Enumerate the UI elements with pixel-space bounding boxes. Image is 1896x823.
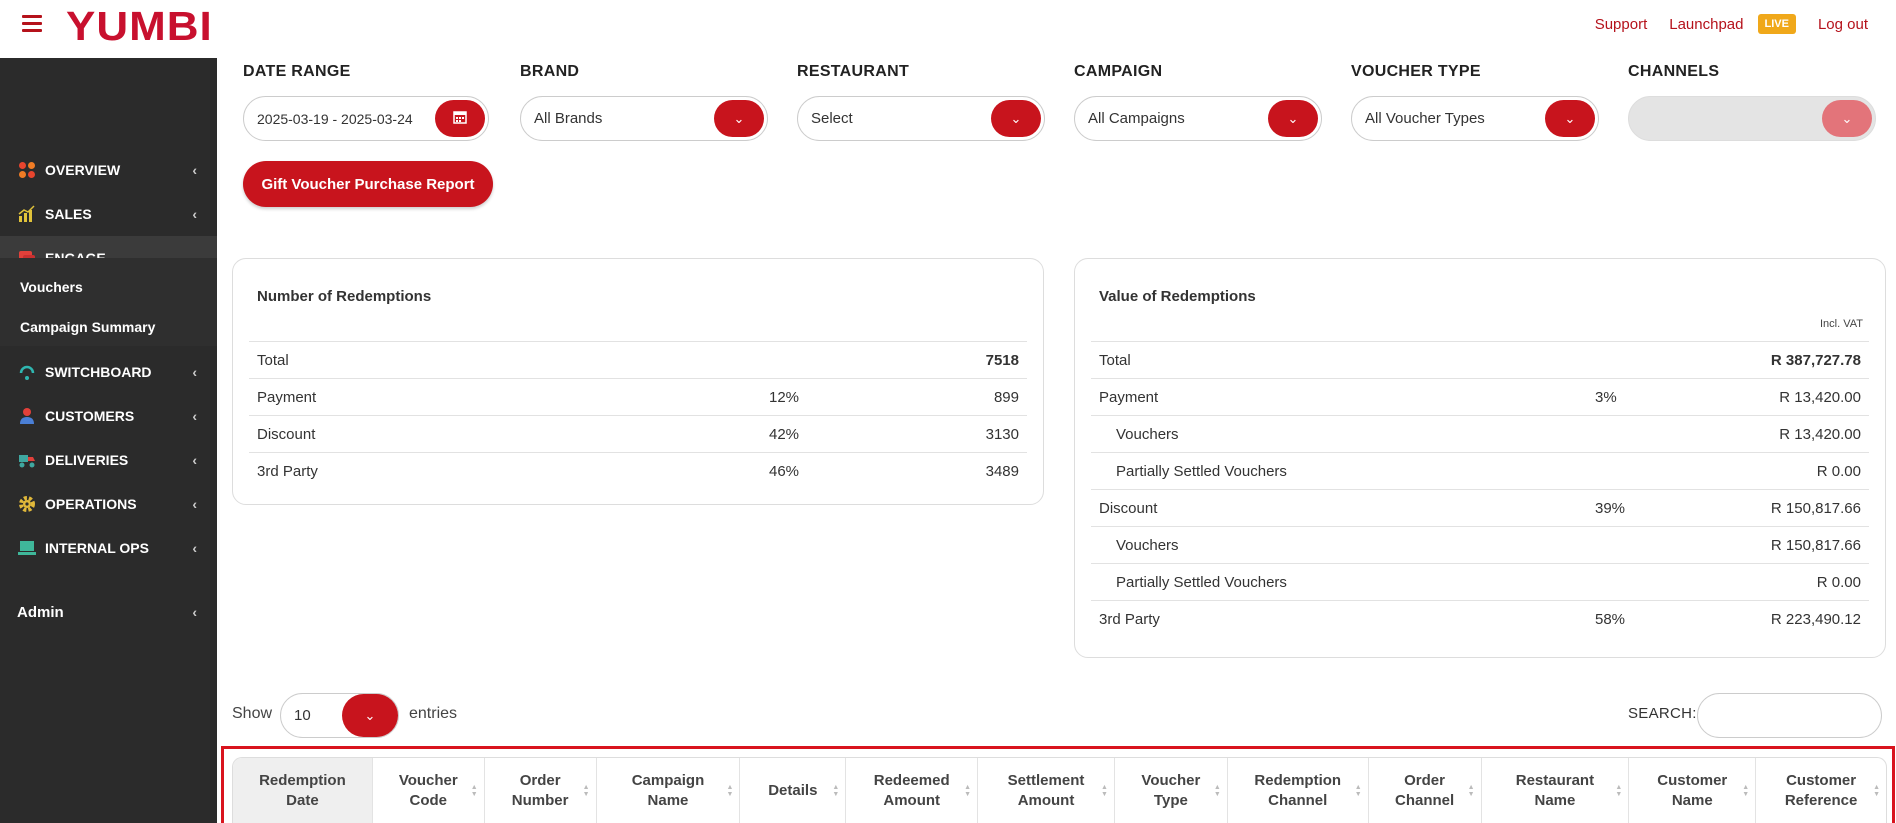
- brand-logo[interactable]: YUMBI: [66, 4, 213, 50]
- calendar-button[interactable]: [435, 100, 485, 137]
- column-header-label: Campaign Name: [631, 772, 705, 809]
- filter-label: CHANNELS: [1628, 63, 1720, 80]
- restaurant-select[interactable]: [797, 96, 1045, 141]
- voucher-type-select[interactable]: [1351, 96, 1599, 141]
- row-percent: 46%: [769, 462, 800, 480]
- card-title: Number of Redemptions: [257, 288, 432, 305]
- sort-icon: ▲ ▼: [1213, 784, 1221, 798]
- sidebar-item-label: CUSTOMERS: [45, 408, 135, 424]
- sort-icon: ▲ ▼: [964, 784, 972, 798]
- chevron-down-icon: ⌄: [1287, 110, 1299, 126]
- voucher-type-dropdown-button[interactable]: [1545, 100, 1595, 137]
- row-label: Total: [257, 351, 289, 369]
- laptop-icon: [17, 539, 37, 557]
- sidebar-item-sales[interactable]: [0, 192, 217, 236]
- restaurant-filter: [797, 63, 1047, 127]
- chevron-left-icon: ‹: [192, 452, 197, 468]
- chevron-left-icon: ‹: [192, 408, 197, 424]
- sidebar-item-label: SWITCHBOARD: [45, 364, 152, 380]
- submenu-item-campaign-summary[interactable]: Campaign Summary: [20, 319, 156, 335]
- table-row: [249, 378, 1027, 415]
- row-value: R 387,727.78: [1770, 351, 1861, 369]
- column-header-label: Details: [768, 782, 818, 799]
- row-percent: 12%: [769, 388, 800, 406]
- chevron-left-icon: ‹: [192, 540, 197, 556]
- row-value: R 150,817.66: [1770, 499, 1861, 517]
- gift-voucher-purchase-report-button[interactable]: Gift Voucher Purchase Report: [243, 161, 493, 207]
- deliveries-icon: [17, 451, 37, 469]
- support-link[interactable]: Support: [1594, 15, 1648, 33]
- row-value: 899: [993, 388, 1019, 406]
- sort-icon: ▲ ▼: [1101, 784, 1108, 798]
- table-row: [1091, 489, 1869, 526]
- sidebar-item-internal-ops[interactable]: [0, 526, 217, 570]
- campaign-value: All Campaigns: [1088, 110, 1185, 127]
- filter-label: DATE RANGE: [243, 63, 351, 80]
- sidebar-item-label: DELIVERIES: [45, 452, 129, 468]
- filter-label: VOUCHER TYPE: [1351, 63, 1481, 80]
- date-range-filter: [243, 63, 493, 127]
- redemptions-table-header: [232, 757, 1887, 823]
- column-header-label: Order Number: [511, 772, 569, 809]
- row-value: R 0.00: [1816, 573, 1861, 591]
- sort-icon: ▲ ▼: [1742, 784, 1750, 798]
- show-label: Show: [232, 705, 273, 722]
- date-range-input[interactable]: [243, 96, 489, 141]
- table-row: [1091, 341, 1869, 378]
- chevron-left-icon: ‹: [192, 162, 197, 178]
- row-value: R 150,817.66: [1770, 536, 1861, 554]
- column-header-label: Order Channel: [1394, 772, 1455, 809]
- row-value: R 13,420.00: [1779, 425, 1861, 443]
- column-header-restaurant-name[interactable]: [1482, 758, 1630, 823]
- column-header-label: Voucher Type: [1141, 772, 1201, 809]
- search-label: SEARCH:: [1628, 705, 1697, 722]
- table-row: [1091, 526, 1869, 563]
- sort-icon: ▲ ▼: [1615, 784, 1623, 798]
- column-header-redeemed-amount[interactable]: [846, 758, 978, 823]
- chevron-down-icon: ⌄: [1841, 110, 1853, 126]
- switchboard-icon: [17, 363, 37, 381]
- gear-icon: [17, 495, 37, 513]
- column-header-label: Customer Name: [1657, 772, 1728, 809]
- engage-submenu: [0, 258, 217, 346]
- column-header-label: Redeemed Amount: [873, 772, 950, 809]
- table-row: [249, 341, 1027, 378]
- sidebar-item-overview[interactable]: [0, 148, 217, 192]
- row-percent: 42%: [769, 425, 800, 443]
- date-range-value: 2025-03-19 - 2025-03-24: [257, 110, 413, 127]
- filter-label: RESTAURANT: [797, 63, 910, 80]
- sidebar: [0, 58, 217, 823]
- sidebar-item-label: OVERVIEW: [45, 162, 121, 178]
- column-header-redemption-channel[interactable]: [1228, 758, 1369, 823]
- row-label: Total: [1099, 351, 1131, 369]
- column-header-campaign-name[interactable]: [597, 758, 741, 823]
- brand-select[interactable]: [520, 96, 768, 141]
- sidebar-item-label: Admin: [17, 603, 64, 621]
- voucher-type-filter: [1351, 63, 1601, 127]
- sort-icon: ▲ ▼: [726, 784, 734, 798]
- table-row: [1091, 452, 1869, 489]
- row-label: Vouchers: [1116, 536, 1179, 554]
- incl-vat-note: Incl. VAT: [1820, 318, 1863, 330]
- sidebar-item-operations[interactable]: [0, 482, 217, 526]
- channels-dropdown-button[interactable]: [1822, 100, 1872, 137]
- chevron-left-icon: ‹: [192, 364, 197, 380]
- column-header-customer-name[interactable]: [1629, 758, 1756, 823]
- chevron-left-icon: ‹: [192, 496, 197, 512]
- chevron-left-icon: ‹: [192, 604, 197, 620]
- customers-icon: [17, 407, 37, 425]
- sidebar-item-admin[interactable]: [0, 590, 217, 634]
- table-row: [1091, 563, 1869, 600]
- calendar-icon: [453, 110, 467, 127]
- row-value: 7518: [985, 351, 1019, 369]
- row-label: Partially Settled Vouchers: [1116, 573, 1287, 591]
- brand-value: All Brands: [534, 110, 603, 127]
- row-percent: 39%: [1595, 499, 1626, 517]
- chevron-down-icon: ⌄: [1010, 110, 1022, 126]
- row-percent: 58%: [1595, 610, 1626, 628]
- column-header-customer-reference[interactable]: [1756, 758, 1886, 823]
- brand-dropdown-button[interactable]: [714, 100, 764, 137]
- chevron-down-icon: ⌄: [364, 707, 376, 723]
- value-of-redemptions-card: [1074, 258, 1886, 658]
- row-label: Partially Settled Vouchers: [1116, 462, 1287, 480]
- entries-value: 10: [294, 707, 311, 724]
- column-header-label: Redemption Channel: [1254, 772, 1342, 809]
- table-row: [249, 415, 1027, 452]
- card-title: Value of Redemptions: [1099, 288, 1256, 305]
- column-header-order-channel[interactable]: [1369, 758, 1482, 823]
- table-row: [249, 452, 1027, 489]
- campaign-select[interactable]: [1074, 96, 1322, 141]
- campaign-dropdown-button[interactable]: [1268, 100, 1318, 137]
- row-value: R 0.00: [1816, 462, 1861, 480]
- row-value: R 223,490.12: [1770, 610, 1861, 628]
- channels-filter: [1628, 63, 1878, 126]
- search-input[interactable]: [1697, 693, 1882, 738]
- overview-icon: [17, 161, 37, 179]
- column-header-label: Restaurant Name: [1515, 772, 1595, 809]
- sidebar-item-label: SALES: [45, 206, 92, 222]
- channels-select[interactable]: [1628, 96, 1876, 141]
- top-links: [1595, 14, 1868, 34]
- column-header-settlement-amount[interactable]: [978, 758, 1115, 823]
- sort-icon: ▲ ▼: [470, 784, 478, 798]
- sidebar-item-label: OPERATIONS: [45, 496, 137, 512]
- voucher-type-value: All Voucher Types: [1365, 110, 1485, 127]
- chevron-down-icon: ⌄: [733, 110, 745, 126]
- sort-icon: ▲ ▼: [832, 784, 840, 798]
- chevron-down-icon: ⌄: [1564, 110, 1576, 126]
- sidebar-item-label: INTERNAL OPS: [45, 540, 149, 556]
- column-header-order-number[interactable]: [485, 758, 597, 823]
- column-header-label: Voucher Code: [398, 772, 458, 809]
- row-value: 3130: [985, 425, 1019, 443]
- row-label: 3rd Party: [257, 462, 318, 480]
- chevron-left-icon: ‹: [192, 206, 197, 222]
- column-header-label: Settlement Amount: [1007, 772, 1085, 809]
- brand-filter: [520, 63, 770, 127]
- submenu-item-vouchers[interactable]: Vouchers: [20, 279, 83, 295]
- hamburger-menu-icon[interactable]: [22, 15, 42, 32]
- column-header-label: Redemption Date: [259, 772, 346, 809]
- sidebar-item-switchboard[interactable]: [0, 350, 217, 394]
- table-row: [1091, 378, 1869, 415]
- sidebar-item-deliveries[interactable]: [0, 438, 217, 482]
- entries-select[interactable]: [280, 693, 399, 738]
- row-value: R 13,420.00: [1779, 388, 1861, 406]
- top-bar: [0, 0, 1896, 58]
- restaurant-value: Select: [811, 110, 853, 127]
- filter-label: BRAND: [520, 63, 580, 80]
- filter-label: CAMPAIGN: [1074, 63, 1163, 80]
- row-percent: 3%: [1595, 388, 1617, 406]
- column-header-label: Customer Reference: [1784, 772, 1858, 809]
- row-label: Payment: [257, 388, 317, 406]
- row-label: 3rd Party: [1099, 610, 1160, 628]
- entries-dropdown-button[interactable]: [342, 694, 398, 737]
- campaign-filter: [1074, 63, 1324, 127]
- column-header-redemption-date[interactable]: [233, 758, 373, 823]
- live-badge: LIVE: [1758, 14, 1796, 34]
- sort-icon: ▲ ▼: [1467, 784, 1475, 798]
- logout-link[interactable]: Log out: [1817, 15, 1868, 33]
- row-label: Payment: [1099, 388, 1159, 406]
- restaurant-dropdown-button[interactable]: [991, 100, 1041, 137]
- sales-icon: [17, 205, 37, 223]
- column-header-voucher-code[interactable]: [373, 758, 485, 823]
- column-header-voucher-type[interactable]: [1115, 758, 1228, 823]
- sort-icon: ▲ ▼: [582, 784, 590, 798]
- number-of-redemptions-card: [232, 258, 1044, 505]
- table-row: [1091, 600, 1869, 637]
- column-header-details[interactable]: [740, 758, 846, 823]
- entries-label: entries: [409, 705, 458, 722]
- sidebar-item-customers[interactable]: [0, 394, 217, 438]
- row-label: Discount: [1099, 499, 1158, 517]
- launchpad-link[interactable]: Launchpad: [1669, 15, 1744, 33]
- row-value: 3489: [985, 462, 1019, 480]
- row-label: Vouchers: [1116, 425, 1179, 443]
- sort-icon: ▲ ▼: [1873, 784, 1881, 798]
- row-label: Discount: [257, 425, 316, 443]
- table-row: [1091, 415, 1869, 452]
- sort-icon: ▲ ▼: [1354, 784, 1362, 798]
